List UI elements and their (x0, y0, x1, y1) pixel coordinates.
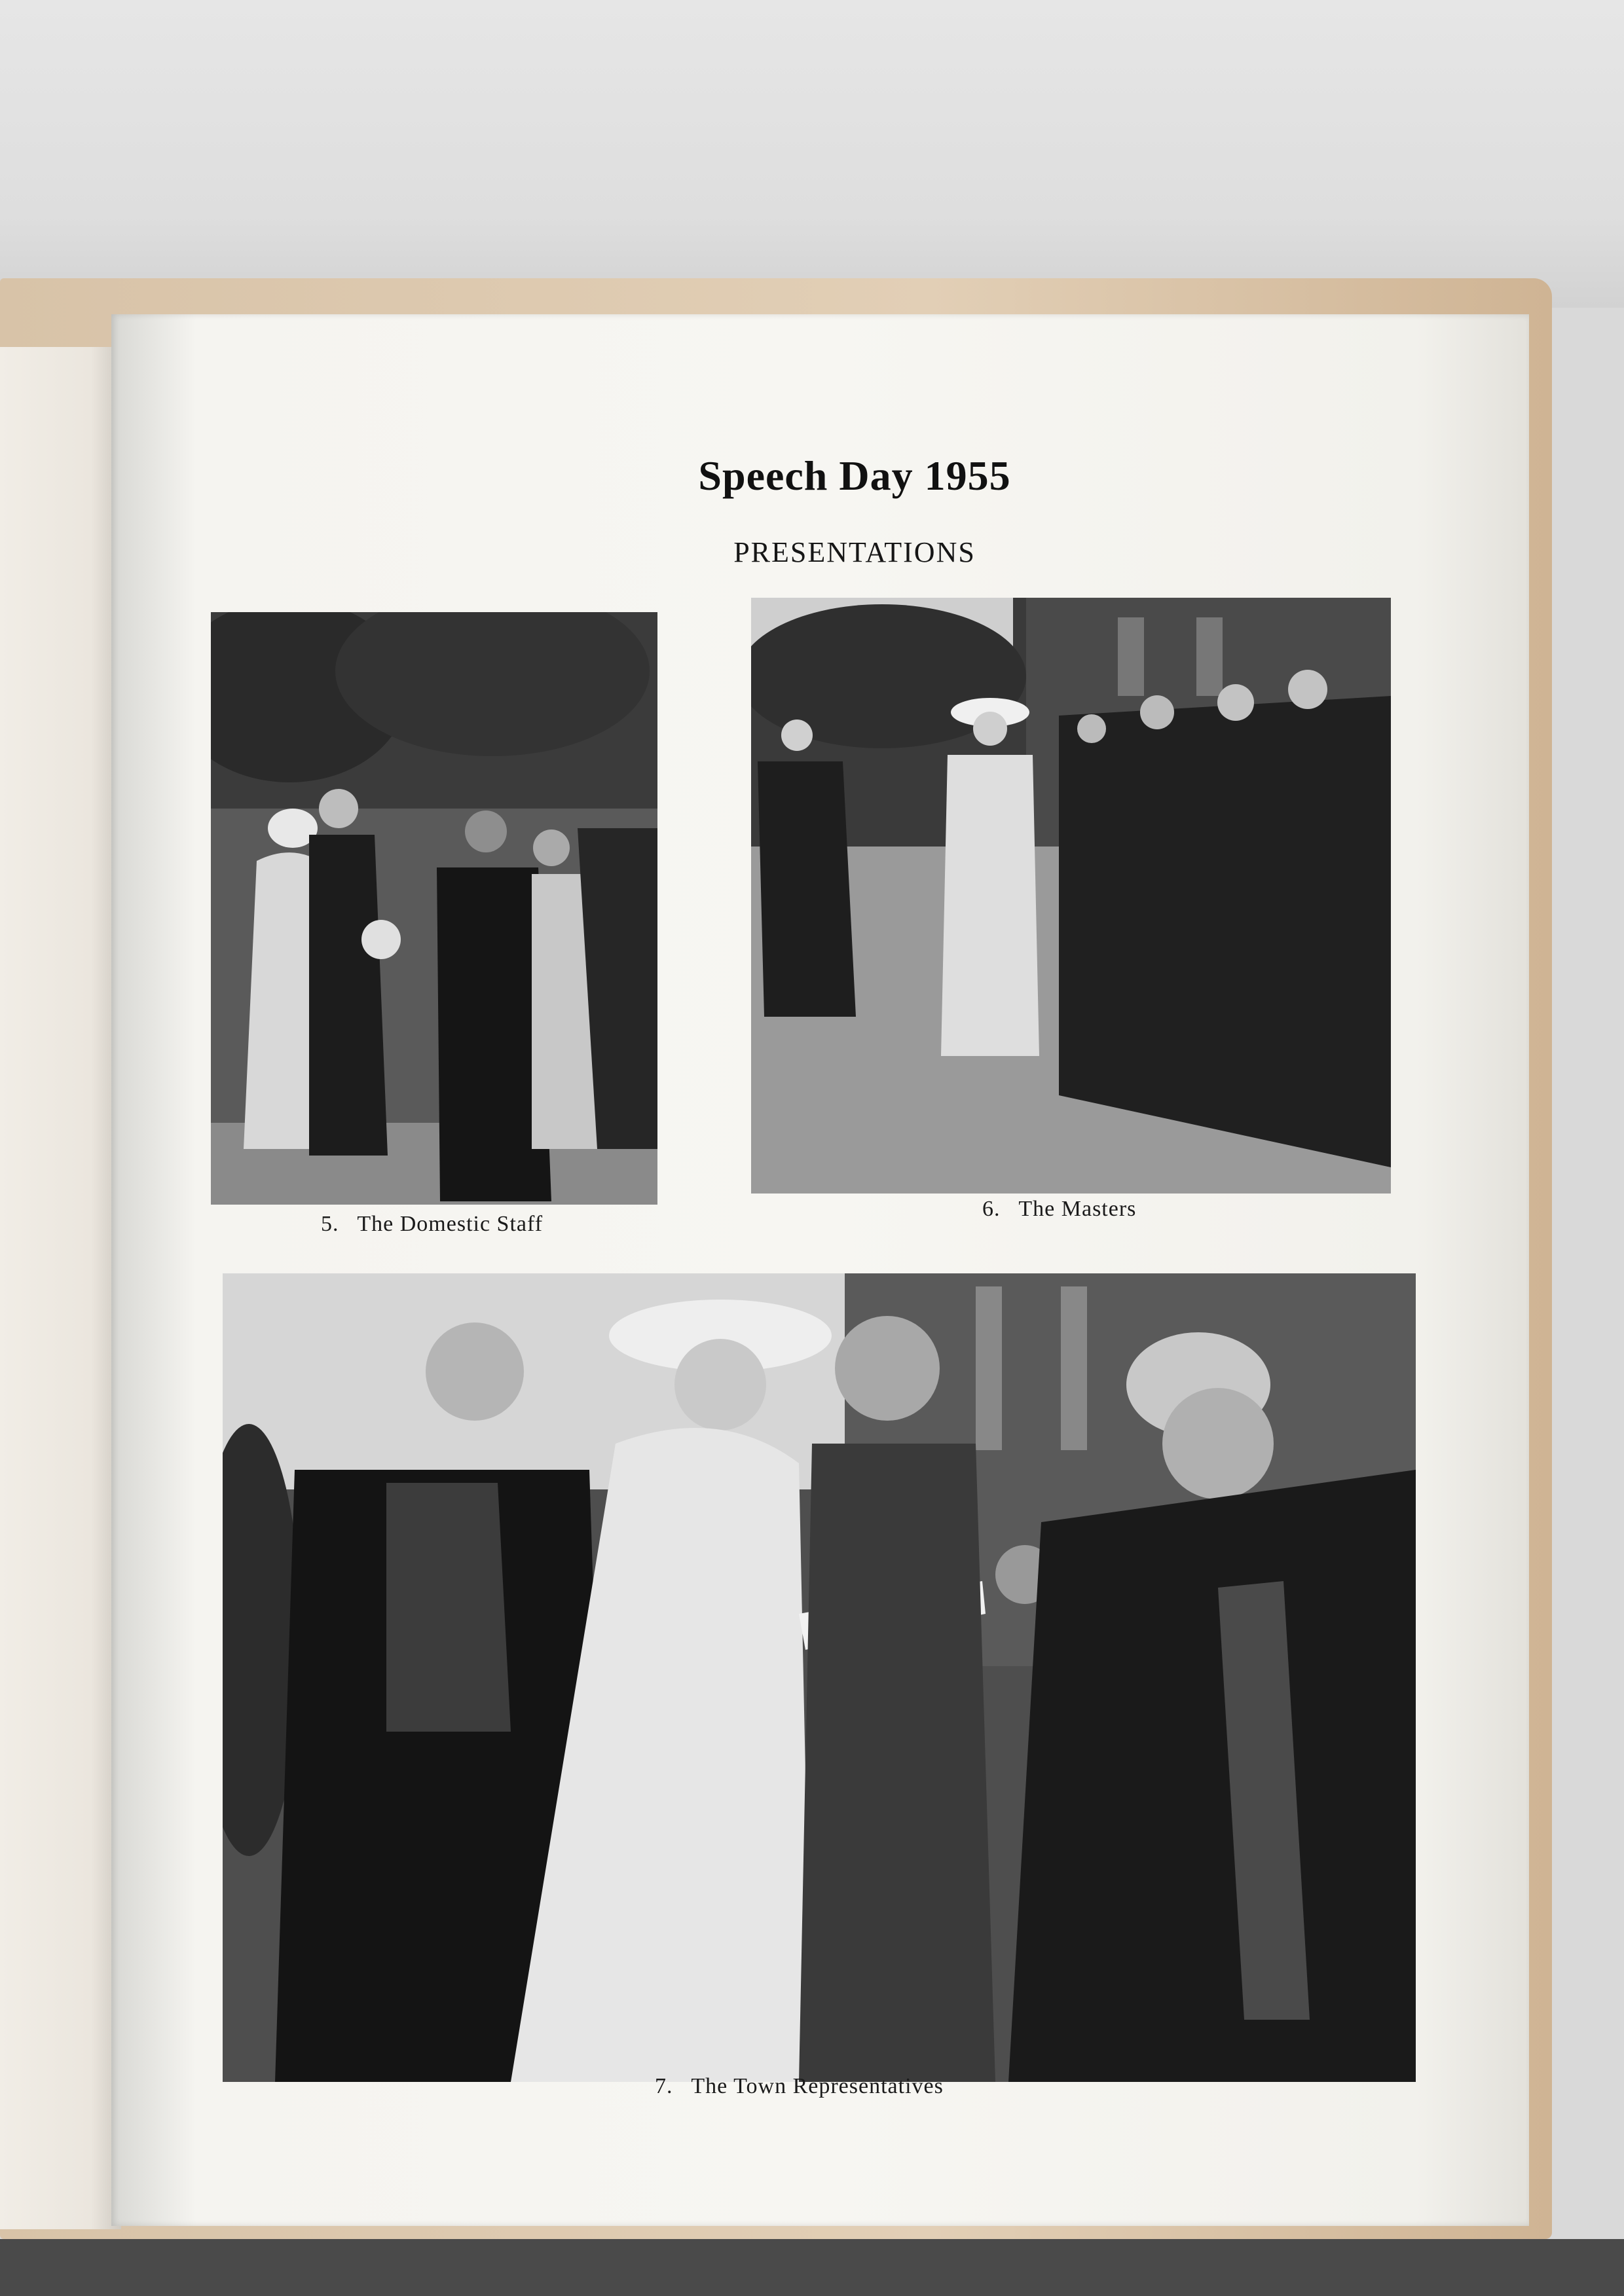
photo-domestic-staff (211, 612, 657, 1205)
photo-masters (751, 598, 1391, 1194)
caption-number: 5. (321, 1212, 339, 1236)
caption-text: The Town Representatives (691, 2074, 944, 2098)
left-page (0, 347, 121, 2229)
caption-number: 7. (655, 2074, 673, 2098)
caption-text: The Domestic Staff (357, 1212, 544, 1236)
caption-photo-5 (321, 1212, 543, 1237)
photo-town-representatives (223, 1273, 1416, 2082)
caption-number: 6. (982, 1197, 1001, 1221)
page-title: Speech Day 1955 (698, 452, 1011, 499)
caption-photo-7 (655, 2074, 944, 2099)
page-subtitle: PRESENTATIONS (733, 536, 976, 568)
caption-text: The Masters (1018, 1197, 1137, 1221)
caption-photo-6 (982, 1197, 1136, 1222)
scanner-background (0, 0, 1624, 308)
scanner-bottom-edge (0, 2239, 1624, 2296)
